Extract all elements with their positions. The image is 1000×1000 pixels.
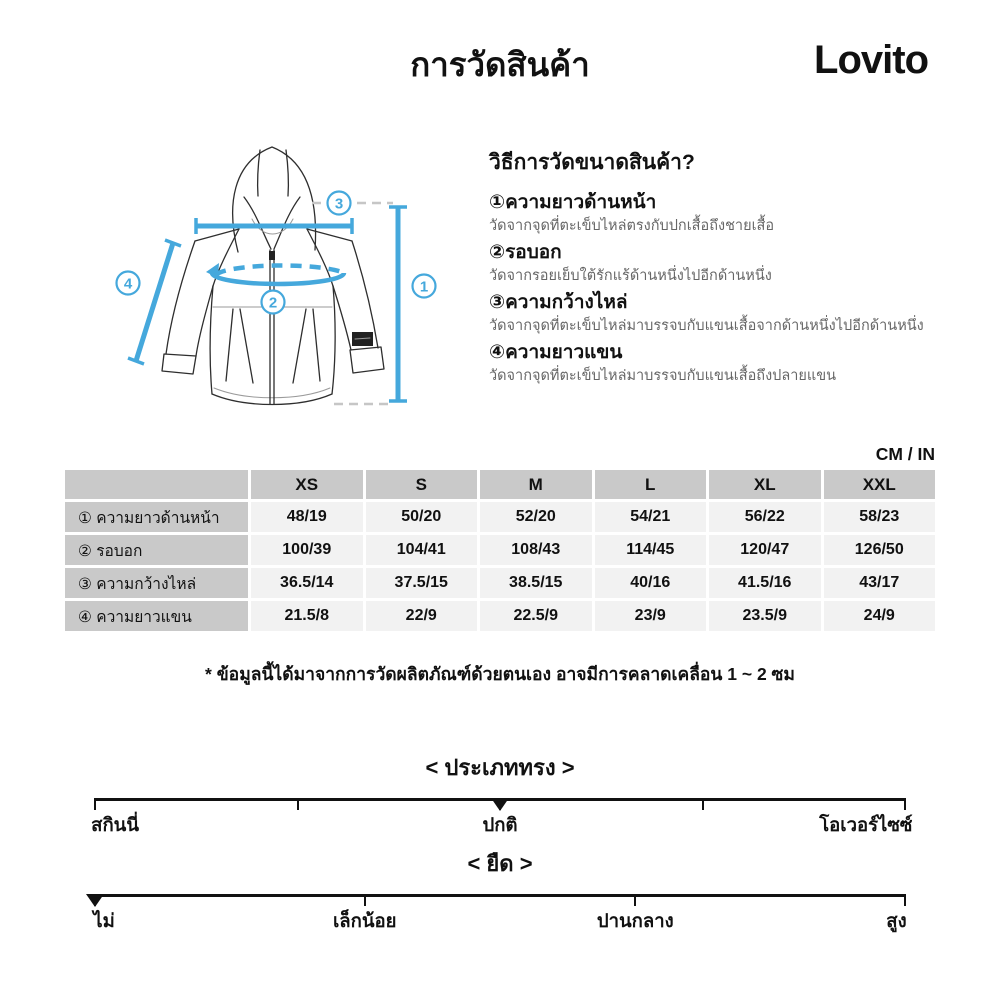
scale-label: สูง: [886, 910, 907, 931]
scale-labels: [95, 907, 905, 939]
scale-labels: [91, 811, 913, 843]
svg-text:4: 4: [123, 275, 133, 293]
scale-label: สกินนี่: [91, 814, 139, 835]
size-value-cell: 23.5/9: [709, 601, 821, 631]
scale-label: ปกติ: [482, 814, 518, 835]
size-value-cell: 54/21: [595, 502, 707, 532]
measurement-row-label: ① ความยาวด้านหน้า: [65, 502, 248, 532]
scale-tick: [634, 894, 636, 906]
scale-title: < ยืด >: [467, 851, 533, 876]
svg-text:3: 3: [334, 195, 344, 213]
instruction-item-title: ④ความยาวแขน: [489, 342, 623, 363]
brand-logo: Lovito: [814, 38, 928, 82]
scale-tick: [702, 798, 704, 810]
scale-title: < ประเภททรง >: [425, 755, 575, 780]
scale-marker-icon: [86, 894, 104, 907]
size-value-cell: 24/9: [824, 601, 936, 631]
size-value-cell: 21.5/8: [251, 601, 363, 631]
sleeve-length-line: [128, 240, 181, 364]
instruction-list: [489, 189, 969, 387]
scale-line: [95, 798, 905, 801]
diagram-marker-3: [328, 192, 351, 215]
instruction-item-description: วัดจากจุดที่ตะเข็บไหล่มาบรรจบกับแขนเสื้อจากด้านหนึ่งไปอีกด้านหนึ่ง: [489, 318, 924, 334]
measurement-instructions: [489, 146, 969, 389]
measurement-row-label: ② รอบอก: [65, 535, 248, 565]
scale-tick: [904, 894, 906, 906]
measurement-row-label: ④ ความยาวแขน: [65, 601, 248, 631]
measurement-row-label: ③ ความกว้างไหล่: [65, 568, 248, 598]
size-column-header: L: [595, 470, 707, 499]
size-table-corner-cell: [65, 470, 248, 499]
scale-tick: [94, 798, 96, 810]
jacket-outline: [162, 147, 384, 405]
size-value-cell: 37.5/15: [366, 568, 478, 598]
size-value-cell: 56/22: [709, 502, 821, 532]
size-value-cell: 104/41: [366, 535, 478, 565]
diagram-marker-4: [117, 272, 140, 295]
size-value-cell: 58/23: [824, 502, 936, 532]
size-value-cell: 43/17: [824, 568, 936, 598]
scale-label: ไม่: [93, 910, 115, 931]
size-column-header: M: [480, 470, 592, 499]
chest-girth-ellipse: [206, 263, 344, 284]
size-value-cell: 23/9: [595, 601, 707, 631]
instruction-item: [489, 239, 969, 287]
scale-marker-icon: [491, 798, 509, 811]
scale-tick: [364, 894, 366, 906]
size-value-cell: 41.5/16: [709, 568, 821, 598]
instruction-item: [489, 289, 969, 337]
instructions-heading: วิธีการวัดขนาดสินค้า?: [489, 151, 695, 174]
svg-text:2: 2: [268, 294, 278, 312]
size-value-cell: 126/50: [824, 535, 936, 565]
instruction-item-description: วัดจากจุดที่ตะเข็บไหล่ตรงกับปกเสื้อถึงชายเสื้อ: [489, 218, 775, 234]
instruction-item-title: ①ความยาวด้านหน้า: [489, 192, 657, 213]
size-value-cell: 48/19: [251, 502, 363, 532]
instruction-item-title: ③ความกว้างไหล่: [489, 292, 628, 313]
fit-type-scale: [91, 750, 913, 843]
page-title: การวัดสินค้า: [410, 46, 590, 83]
size-table: [65, 470, 935, 631]
size-value-cell: 100/39: [251, 535, 363, 565]
instruction-item: [489, 339, 969, 387]
diagram-marker-2: [262, 291, 285, 314]
instruction-item-description: วัดจากรอยเย็บใต้รักแร้ด้านหนึ่งไปอีกด้านหนึ่ง: [489, 268, 772, 284]
jacket-measurement-diagram: [100, 118, 465, 430]
scale-label: ปานกลาง: [596, 910, 674, 931]
instruction-item: [489, 189, 969, 237]
scale-label: เล็กน้อย: [332, 910, 397, 931]
scale-label: โอเวอร์ไซซ์: [819, 814, 913, 835]
size-column-header: S: [366, 470, 478, 499]
size-value-cell: 40/16: [595, 568, 707, 598]
size-value-cell: 114/45: [595, 535, 707, 565]
diagram-marker-1: [413, 275, 436, 298]
size-column-header: XXL: [824, 470, 936, 499]
scale-tick: [297, 798, 299, 810]
scale-line: [95, 894, 905, 897]
svg-text:1: 1: [419, 278, 429, 296]
instruction-item-title: ②รอบอก: [489, 242, 562, 263]
size-value-cell: 22/9: [366, 601, 478, 631]
size-value-cell: 22.5/9: [480, 601, 592, 631]
size-value-cell: 36.5/14: [251, 568, 363, 598]
size-column-header: XL: [709, 470, 821, 499]
front-length-line: [389, 207, 407, 401]
stretch-scale: [95, 846, 905, 939]
size-value-cell: 52/20: [480, 502, 592, 532]
shoulder-width-line: [196, 218, 352, 234]
scale-tick: [904, 798, 906, 810]
measurement-disclaimer: * ข้อมูลนี้ได้มาจากการวัดผลิตภัณฑ์ด้วยตนเอง อาจมีการคลาดเคลื่อน 1 ~ 2 ซม: [205, 664, 795, 684]
instruction-item-description: วัดจากจุดที่ตะเข็บไหล่มาบรรจบกับแขนเสื้อถึงปลายแขน: [489, 368, 837, 384]
unit-label: CM / IN: [875, 444, 935, 464]
size-column-header: XS: [251, 470, 363, 499]
size-value-cell: 120/47: [709, 535, 821, 565]
size-value-cell: 38.5/15: [480, 568, 592, 598]
size-value-cell: 50/20: [366, 502, 478, 532]
size-value-cell: 108/43: [480, 535, 592, 565]
